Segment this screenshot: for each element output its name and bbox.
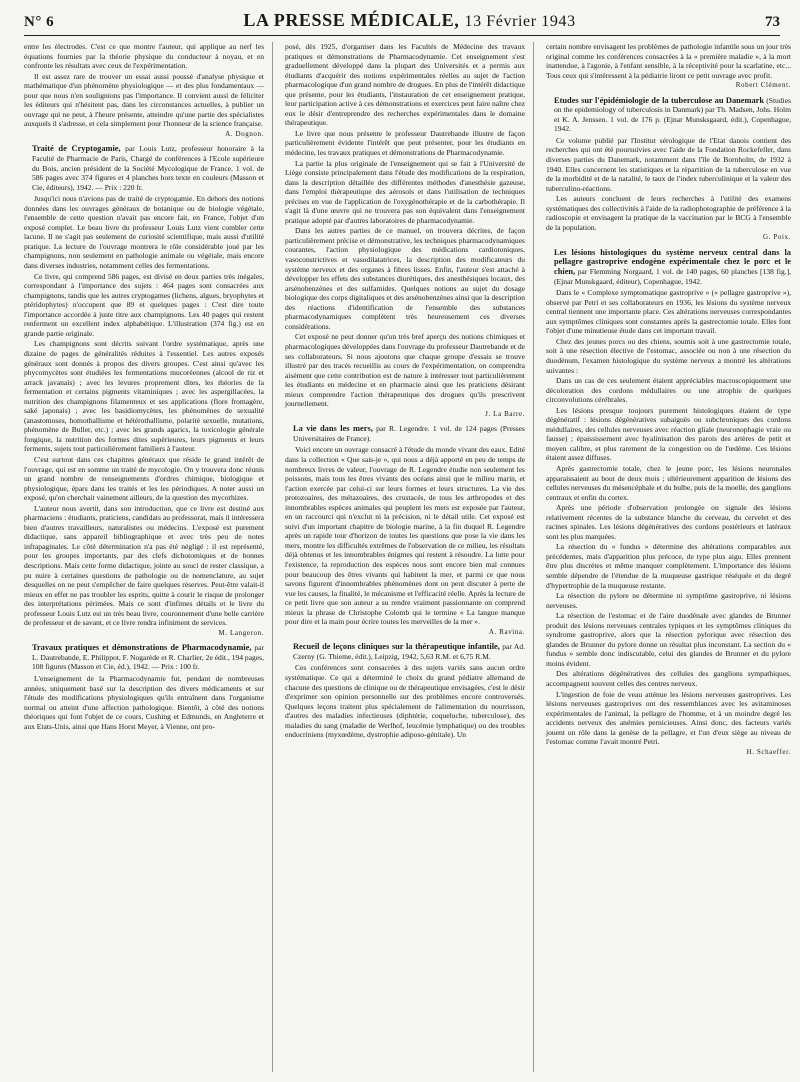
- column-2: [285, 42, 534, 1072]
- paragraph: Les lésions presque toujours purement histologiques étaient de type dégénératif : lésions dégénératives subaiguës ou subchroniques des cordons médullaires, des cellules nerveuses avec réaction gliale (neuronophagie vraie ou fausse) ; épaississement avec hyalinisation des parois des artères de petit et moyen calibre, et plus rarement de la congestion ou de l'œdème. Ces lésions étaient assez diffuses.: [546, 405, 791, 463]
- paragraph: Cet exposé ne peut donner qu'un très bref aperçu des notions chimiques et pharmacologiques développées dans l'ouvrage du professeur Dautrebande et de ses collaborateurs. Si nous ajoutons que chaque groupe d'essais se trouve illustré par des tracés recueillis au cours de l'expérimentation, on comprendra aisément que cette contribution est de nature à intéresser tout particulièrement les étudiants en médecine et en pharmacie ainsi que les praticiens désirant mieux comprendre l'action thérapeutique des drogues qu'ils prescrivent journellement.: [285, 332, 525, 409]
- paragraph: Les auteurs concluent de leurs recherches à l'utilité des examens systématiques des collectivités à l'aide de la radiophotographie de préférence à la radioscopie et envisagent la pratique de la vaccination par le BCG à l'ensemble de la population.: [546, 194, 791, 232]
- paragraph: Chez des jeunes porcs ou des chiens, soumis soit à une gastrectomie totale, soit à une résection élective de l'estomac, associée ou non à une résection du duodénum, l'examen histologique du système nerveux a montré les altérations suivantes :: [546, 336, 791, 375]
- paragraph: Dans le « Complexe symptomatique gastroprive » (« pellagre gastroprive »), observé par Petri et ses collaborateurs en 1936, les lésions du système nerveux central tiennent une importante place. Ces altérations nerveuses correspondantes aux symptômes cliniques sont constantes après la gastrectomie totale. Elles font l'objet d'une minutieuse étude dans cet important travail.: [546, 288, 791, 336]
- signature: M. Langeron.: [218, 628, 264, 637]
- review-meta: par L. Dautrebande, E. Philippot, F. Nogarède et R. Charlier, 2e édit., 194 pages, 108 figures (Masson et Cie, éd.), 1942. — Prix : 100 fr.: [32, 643, 264, 672]
- column-1: [24, 42, 273, 1072]
- review-meta: par R. Legendre. 1 vol. de 124 pages (Presses Universitaires de France).: [293, 424, 525, 443]
- paragraph: Le livre que nous présente le professeur Dautrebande illustre de façon particulièrement évidente l'intérêt que peut présenter, pour les étudiants en médecine, les travaux pratiques et démonstrations de Pharmacodynamie.: [285, 128, 525, 158]
- paragraph: Après gastrectomie totale, chez le jeune porc, les lésions neuronales apparaissaient au bout de deux mois ; ultérieurement apparition de lésions des cellules nerveuses du mésencéphale et du bulbe, puis de la moelle, des ganglions centraux et enfin du cortex.: [546, 463, 791, 502]
- paragraph: Ce volume publié par l'Institut sérologique de l'Etat danois contient des recherches qui ont été poursuivies avec l'aide de la Fondation Rockefeller, dans diverses parties du Danemark, notamment dans l'île de Bornholm, de 1932 à 1940. Elles concernent les statistiques et la répartition de la tuberculose en vue de la morbidité et de la natalité, le taux de l'index tuberculinique et la valeur des tuberculino-réactions.: [546, 135, 791, 193]
- paragraph: C'est surtout dans ces chapitres généraux que réside le grand intérêt de l'ouvrage, qui est en somme un traité de mycologie. On y trouvera donc réunis un grand nombre de renseignements d'ordres chimique, biologique et physiologique, épars dans les traités et les les périodiques. A noter aussi un exposé, qu'on cherchait vainement ailleurs, de la question des mycorhizes.: [24, 454, 264, 503]
- journal-title: [243, 10, 575, 31]
- review-meta: (Studies on the epidemiology of tuberculosis in Danmark) par Th. Madsen, Johs. Holm et K. A. Jenssen. 1 vol. de 176 p. (Ejnar Munsksgaard, édit.), Copenhague, 1942.: [554, 95, 791, 134]
- review-title: Travaux pratiques et démonstrations de Pharmacodynamie,: [32, 643, 252, 653]
- paragraph: L'auteur nous avertit, dans son introduction, que ce livre est destiné aux pharmaciens : étudiants, praticiens, candidats au professorat, mais il intéressera bien d'autres travailleurs, naturalistes ou médecins. L'exposé est purement didactique, sans appareil bibliographique et avec très peu de notes infrapaginales. Le côté détermination n'a pas été négligé : il est représenté, pour les groupes importants, par des clefs dichotomiques et de bonnes descriptions. Mais cette forme didactique, jointe au souci de rester classique, a pu nuire à certaines questions de pathologie ou de nomenclature, au sujet desquelles on ne peut s'empêcher de faire quelques réserves. Peut-être valait-il mieux en effet ne pas troubler les esprits, quitte à courir le risque de prolonger des interprétations périmées. Mais ce sont d'infimes détails et le livre du professeur Louis Lutz est un très beau livre, couronnement d'une belle carrière de professeur et de savant, et ce livre rendra infiniment de services.: [24, 503, 264, 628]
- paragraph: Dans les autres parties de ce manuel, on trouvera décrites, de façon particulièrement précise et démonstrative, les techniques pharmacodynamiques courantes, l'action physiologique des médications cardiotoniques, vasoconstrictives et vasodilatatrices, la description des modificateurs du système nerveux et des organes à fibres lisses. Enfin, l'auteur s'est attaché à développer les effets des substances diurétiques, des anesthésiques locaux, des arsénobenzènes et des sulfamides. Quelques notions au sujet du dosage biologique des corps digitaliques et des arsénobenzènes ainsi que la description des réactions d'identification de l'ensemble des substances pharmacodynamiques complètent très heureusement ces diverses considérations.: [285, 226, 525, 331]
- signature: H. Schaeffer.: [746, 747, 791, 756]
- page-number: 73: [764, 14, 780, 30]
- paragraph: La partie la plus originale de l'enseignement qui se fait à l'Université de Liège consiste principalement dans l'étude des modifications de la respiration, dans la description détaillée des différentes méthodes d'anesthésie gazeuse, dans l'emploi thérapeutique des aérosols et dans l'utilisation de techniques précises en vue de l'application de l'oxygénothérapie et de la carbothérapie. Il s'agit là d'une œuvre qui ne trouvera pas son équivalent dans l'enseignement pratique adopté par d'autres laboratoires de pharmacodynamie.: [285, 158, 525, 225]
- paragraph: La résection du pylore ne détermine ni symptôme gastroprive, ni lésions nerveuses.: [546, 591, 791, 610]
- review-heading: [24, 144, 264, 192]
- review-meta: par Ad. Czerny (G. Thieme, édit.), Leipzig, 1942, 5,63 R.M. et 6,75 R.M.: [293, 642, 526, 661]
- page-header: [24, 10, 780, 36]
- review-heading: [24, 643, 264, 672]
- issue-date: 13 Février 1943: [464, 13, 576, 30]
- review-title: Recueil de leçons cliniques sur la thérapeutique infantile,: [293, 642, 500, 652]
- paragraph: Après une période d'observation prolongée on signale des lésions relativement récentes de la substance blanche du cerveau, du cervelet et des racines spinales. Les lésions dégénératives des cordons postérieurs et latéraux sont les plus marquées.: [546, 503, 791, 541]
- review-meta: par Flemming Norgaard, 1 vol. de 140 pages, 60 planches [138 fig.], (Ejnar Munskgaard, éditeur), Copenhague, 1942.: [554, 267, 792, 286]
- paragraph: Dans un cas de ces seulement étaient appréciables macroscopiquement une décoloration des cordons médullaires ou une atrophie de quelques circonvolutions cérébrales.: [546, 376, 791, 405]
- review-heading: [285, 424, 525, 443]
- column-3: [546, 42, 791, 1072]
- paragraph: La résection de l'estomac et de l'aire duodénale avec glandes de Brunner produit des lésions nerveuses centrales typiques et les symptômes cliniques du syndrome gastroprive, alors que la résection pylorique avec résection des glandes de Brunner du pylore donne un résultat plus inconstant. La section du « fundus » semble donc indiscutable, celui des glandes de Brunner et du pylore moins évident.: [546, 611, 791, 668]
- paragraph: posé, dès 1925, d'organiser dans les Facultés de Médecine des travaux pratiques et démonstrations de Pharmacodynamie. Cet enseignement s'est graduellement développé dans la plupart des Universités et a permis aux étudiants d'acquérir des notions expérimentales réelles au sujet de l'action pharmacologique d'un grand nombre de drogues. En plus de l'intérêt didactique que présente, pour les étudiants, l'instauration de cet enseignement pratique, leur participation active à ces démonstrations et exercices peut faire naître chez eux le désir d'entreprendre des recherches expérimentales dans le domaine thérapeutique.: [285, 42, 525, 128]
- signature: J. La Barre.: [485, 409, 525, 418]
- review-heading: [285, 642, 525, 661]
- review-title: Traité de Cryptogamie,: [32, 144, 121, 154]
- review-title: Etudes sur l'épidémiologie de la tuberculose au Danemark: [554, 95, 765, 105]
- issue-number: N° 6: [24, 14, 55, 30]
- review-meta: par Louis Lutz, professeur honoraire à la Faculté de Pharmacie de Paris, Chargé de conférences à l'Ecole supérieure du Bois, ancien président de la Société Mycologique de France. 1 vol. de 586 pages avec 374 figures et 4 planches hors texte en couleurs (Masson et Cie, éditeurs), 1942. — Prix : 220 fr.: [32, 144, 264, 192]
- review-title: Les lésions histologiques du système nerveux central dans la pellagre gastroprive endogène expérimentale chez le porc et le chien,: [554, 247, 791, 277]
- paragraph: certain nombre envisagent les problèmes de pathologie infantile sous un jour très original comme les conférences consacrées à la « première maladie », à la mort inattendue, à l'agonie, à l'enfant sensible, à la réceptivité pour la scarlatine, etc... Tous ceux qui s'intéressent à la pédiatrie liront ce petit ouvrage avec profit.: [546, 42, 791, 80]
- paragraph: Il est assez rare de trouver un essai aussi poussé d'analyse physique et mathématique d'un phénomène physiologique — et des plus fondamentaux — pour que nous n'en soulignions pas l'importance. Il convient aussi de féliciter les éditeurs qui n'hésitent pas, dans les circonstances actuelles, à publier un ouvrage qui ne peut, à l'heure présente, atteindre qu'une partie des spécialistes auxquels il s'adresse, et cela simplement pour l'honneur de la science française.: [24, 71, 264, 129]
- paragraph: Jusqu'ici nous n'avions pas de traité de cryptogamie. En dehors des notions données dans les ouvrages généraux de botanique ou de biologie végétale, l'ensemble de cette question n'avait pas encore fait, en France, l'objet d'un exposé complet. Le beau livre du professeur Louis Lutz vient combler cette lacune. Il ne s'agit pas seulement de curiosité scientifique, mais aussi d'utilité pratique. La lecture de l'ouvrage montrera le rôle considérable joué par les champignons, non seulement en pathologie animale ou végétale, mais encore dans diverses industries, notamment celles des fermentations.: [24, 194, 264, 271]
- paragraph: La résection du « fundus » détermine des altérations comparables aux précédentes, mais d'apparition plus précoce, de type plus aigu. Elles prennent être plus discrètes et même manquer complètement. L'importance des lésions semble dépendre de l'étendue de la muqueuse gastrique réséquée et du degré d'hypertrophie de la muqueuse restante.: [546, 542, 791, 590]
- paragraph: Voici encore un ouvrage consacré à l'étude du monde vivant des eaux. Edité dans la collection « Que sais-je », qui nous a déjà apporté en peu de temps de nombreux livres de valeur, l'ouvrage de R. Legendre étudie non seulement les poissons, mais tous les êtres vivants des océans ainsi que le milieu marin, et l'action exercée par celui-ci sur leurs formes et leurs structures. La vie des protozoaires, des métazoaires, des crustacés, de tous les arthropodes et des innombrables espèces animales qui peuplent les mers est exposée par l'auteur, en un raccourci qui n'exclut ni la précision, ni le détail utile. Cet exposé est suivi d'un important chapitre de biologie marine, à la fin duquel R. Legendre après un rapide tour d'horizon de toutes les questions que pose la vie dans les mers, montre les difficultés extrêmes de l'observation de ce milieu, les résultats déjà obtenus et les innombrables énigmes qui restent à résoudre. La lutte pour l'existence, la reproduction des espèces nous sont encore bien mal connues pour beaucoup des êtres vivants qui habitent la mer, et parmi ce que nous savons figurent d'innombrables phénomènes dont on peut discuter à perte de vue les causes, la finalité, le mécanisme et l'efficacité réelle. Après la lecture de ce petit livre que son auteur a su rendre vraiment passionnante on comprend mieux la phrase de Christophe Colomb qui le termine « La langue manque pour dire et la main pour écrire toutes les merveilles de la mer ».: [285, 445, 525, 627]
- review-heading: [546, 248, 791, 286]
- signature: Robert Clément.: [735, 81, 791, 90]
- paragraph: L'ingestion de foie de veau atténue les lésions nerveuses gastroprives. Les lésions nerveuses gastroprives ont des ressemblances avec les avitaminoses expérimentales de l'animal, la pellagre de l'homme, et à un moindre degré les accidents nerveux des anémies pernicieuses. Ainsi donc, des facteurs variés jouent un rôle dans la genèse de la pellagre, et l'un d'eux siège au niveau de l'estomac comme l'avait montré Petri.: [546, 689, 791, 747]
- paragraph: Les champignons sont décrits suivant l'ordre systématique, après une dizaine de pages de généralités réduites à l'essentiel. Les autres exposés généraux sont donnés à propos des divers groupes. C'est ainsi qu'avec les phycomycètes sont étudiées les fermentations mucoréennes (alcool de riz et arrack javanais) ; avec les levures proprement dites, les théories de la fermentation et certains pigments vitaminiques ; avec les aspergillacées, la nutrition des champignons filamenteux et ses applications (flore fromagère, saké japonais) ; avec les basidiomycètes, les phénomènes de sexualité (anastomoses, homothallisme et hétérothallisme, polarité sexuelle, mutations, phénomène de Buller, etc.) ; avec les grands agarics, la toxicologie générale fongique, la nutrition des formes dites supérieures, leurs pigments et leurs ferments, sujets tout particulièrement familiers à l'auteur.: [24, 339, 264, 454]
- signature: A. Dognon.: [225, 129, 264, 138]
- review-title: La vie dans les mers,: [293, 424, 373, 434]
- journal-name: LA PRESSE MÉDICALE,: [243, 10, 460, 30]
- review-heading: [546, 96, 791, 134]
- signature: G. Poix.: [763, 233, 791, 242]
- paragraph: Ce livre, qui comprend 586 pages, est divisé en deux parties très inégales, correspondant à l'importance des sujets : 464 pages sont consacrées aux champignons, tandis que les autres cryptogames (lichens, algues, bryophytes et ptéridophytes) n'occupent que 89 et quelques pages : C'est dire toute l'importance accordée à juste titre aux champignons. Les 40 pages qui restent renferment un excellent index alphabétique. L'illustration (374 fig.) est en grande partie originale.: [24, 271, 264, 338]
- paragraph: entre les électrodes. C'est ce que montre l'auteur, qui applique au nerf les équations fournies par la théorie physique du conducteur à noyau, et en confronte les résultats avec ceux de l'expérimentation.: [24, 42, 264, 71]
- columns: [24, 42, 792, 1072]
- paragraph: L'enseignement de la Pharmacodynamie fut, pendant de nombreuses années, uniquement basé sur la description des divers médicaments et sur l'étude des modifications physiologiques qu'ils entraînent dans l'organisme normal ou atteint d'une affection pathologique. Bientôt, à côté des notions théoriques qui font l'objet de ce cours, Cushing et Edmunds, en Angleterre et aux Etats-Unis, ainsi que Hans Horst Meyer, à Vienne, ont pro-: [24, 674, 264, 731]
- signature: A. Ravina.: [488, 627, 525, 636]
- paragraph: Des altérations dégénératives des cellules des ganglions sympathiques, accompagnent souvent celles des centres nerveux.: [546, 669, 791, 688]
- paragraph: Ces conférences sont consacrées à des sujets variés sans aucun ordre systématique. Ce qui a déterminé le choix du grand pédiatre allemand de chacune des questions de clinique ou de thérapeutique envisagées, c'est le désir d'exprimer son opinion personnelle sur des problèmes encore controversés. Quelques leçons traitent plus spécialement de l'alimentation du nourrisson, d'autres des maladies infectieuses (diphtérie, coqueluche, tuberculose), des maladies du sang (maladie de Werlhof, leucémie lymphatique) ou des troubles endocriniens (myxœdème, dystrophie adiposo-génitale). Un: [285, 663, 525, 740]
